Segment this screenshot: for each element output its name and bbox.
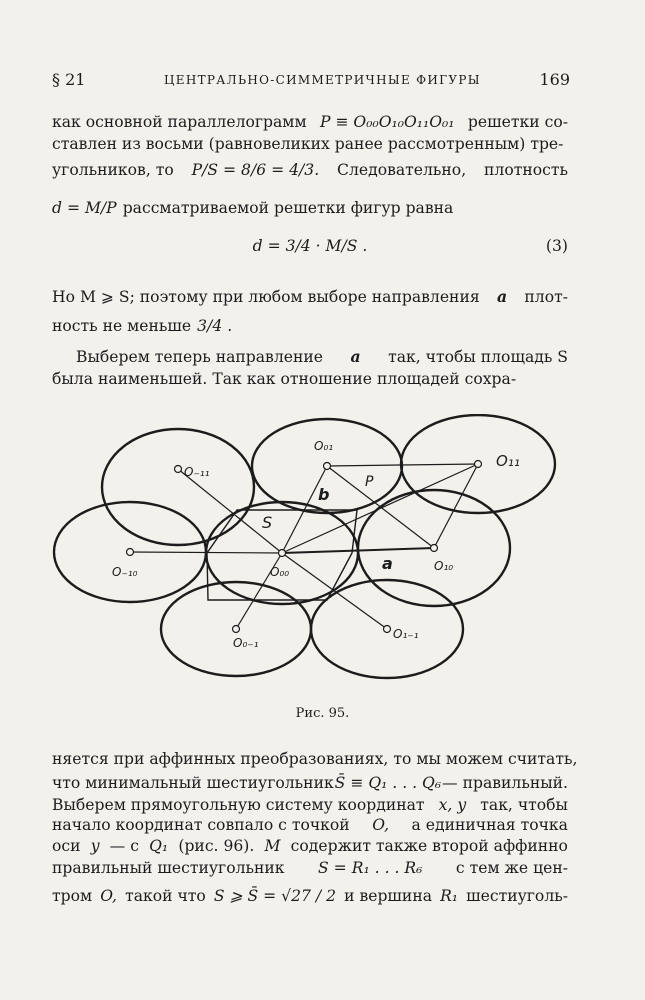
text-segment: с тем же цен- — [455, 859, 568, 877]
math-display: d = 3/4 · M/S . — [252, 237, 368, 255]
section-number: § 21 — [52, 70, 86, 89]
point-o01 — [324, 463, 331, 470]
text-segment: так, чтобы — [480, 796, 568, 814]
segment — [327, 466, 434, 548]
math-inline: y — [90, 837, 100, 855]
point-o00 — [279, 550, 286, 557]
text-segment: была наименьшей. Так как отношение площадей сохра- — [52, 370, 517, 388]
math-inline: O, — [372, 816, 390, 834]
text-segment: ставлен из восьми (равновеликих ранее рассмотренным) тре- — [52, 135, 564, 153]
text-segment: Но M ⩾ S; поэтому при любом выборе направления — [52, 288, 480, 306]
math-density-def: d = M/P — [52, 199, 117, 217]
label-o00: O₀₀ — [270, 565, 290, 579]
text-segment: такой что — [125, 887, 206, 905]
text-segment: плотность — [484, 161, 568, 179]
text-segment: оси — [52, 837, 81, 855]
label-vector-a: a — [382, 554, 393, 573]
segment — [178, 469, 282, 553]
text-segment: шестиуголь- — [466, 887, 568, 905]
text-line — [52, 773, 568, 793]
text-line — [52, 815, 568, 835]
text-line — [52, 795, 568, 815]
text-segment: что минимальный шестиугольник — [52, 774, 334, 792]
page-number: 169 — [539, 70, 570, 89]
point-o11 — [475, 461, 482, 468]
running-title: ЦЕНТРАЛЬНО-СИММЕТРИЧНЫЕ ФИГУРЫ — [164, 73, 481, 87]
label-o0-1: O₀₋₁ — [233, 636, 259, 650]
running-header — [52, 70, 570, 92]
math-inline: R₁ — [440, 887, 459, 905]
text-line — [52, 112, 568, 132]
text-segment: Выберем теперь направление — [76, 348, 323, 366]
point-o-11 — [175, 466, 182, 473]
label-o-11: O₋₁₁ — [184, 465, 210, 479]
figure-caption: Рис. 95. — [295, 706, 350, 721]
text-segment: начало координат совпало с точкой — [52, 816, 350, 834]
ellipse-o-11 — [102, 429, 254, 545]
display-equation — [52, 236, 568, 256]
vector-a: a — [496, 287, 508, 306]
label-o10: O₁₀ — [434, 559, 454, 573]
text-segment: а единичная точка — [411, 816, 568, 834]
point-o1-1 — [384, 626, 391, 633]
text-line — [52, 198, 568, 218]
math-inline: S̄ ≡ Q₁ . . . Q₆ — [334, 774, 442, 792]
text-line — [52, 858, 568, 878]
text-segment: рассматриваемой решетки фигур равна — [122, 199, 454, 217]
text-line — [52, 369, 568, 389]
label-o01: O₀₁ — [314, 439, 334, 453]
label-o1-1: O₁₋₁ — [393, 627, 419, 641]
text-segment: Выберем прямоугольную систему координат — [52, 796, 425, 814]
text-segment: Следовательно, — [337, 161, 467, 179]
math-sqrt-expr: S ⩾ S̄ = √27 / 2 — [213, 887, 337, 905]
math-inline: P ≡ O₀₀O₁₀O₁₁O₀₁ — [319, 113, 455, 131]
text-segment: угольников, то — [52, 161, 174, 179]
segment — [282, 553, 387, 629]
math-inline: O, — [100, 887, 118, 905]
label-area-s: S — [262, 513, 273, 532]
lattice-figure — [52, 414, 582, 694]
text-segment: тром — [52, 887, 93, 905]
label-area-p: P — [365, 474, 374, 490]
equation-number: (3) — [545, 237, 568, 255]
text-segment: так, чтобы площадь S — [388, 348, 568, 366]
point-o10 — [431, 545, 438, 552]
label-vector-b: b — [318, 485, 330, 504]
text-segment: содержит также второй аффинно — [290, 837, 568, 855]
text-segment: — с — [109, 837, 139, 855]
text-line — [52, 886, 568, 906]
text-segment: решетки со- — [467, 113, 568, 131]
label-o-10: O₋₁₀ — [112, 565, 138, 579]
text-segment: (рис. 96). — [178, 837, 255, 855]
label-o11: O₁₁ — [496, 452, 520, 470]
text-line — [52, 134, 568, 154]
segment — [130, 552, 282, 553]
math-fraction: 3/4 . — [197, 317, 233, 335]
text-segment: няется при аффинных преобразованиях, то мы можем считать, — [52, 750, 578, 768]
text-segment: плот- — [524, 288, 568, 306]
math-inline: x, y — [438, 796, 467, 814]
text-segment: как основной параллелограмм — [52, 113, 307, 131]
math-inline: S = R₁ . . . R₆ — [318, 859, 423, 877]
point-o-10 — [127, 549, 134, 556]
text-line — [52, 749, 578, 769]
text-line — [52, 316, 568, 336]
point-o0-1 — [233, 626, 240, 633]
math-inline: Q₁ — [149, 837, 169, 855]
text-line — [52, 287, 568, 307]
text-segment: правильный шестиугольник — [52, 859, 285, 877]
text-segment: и вершина — [344, 887, 433, 905]
math-fraction-expr: P/S = 8/6 = 4/3. — [191, 161, 320, 179]
text-line — [52, 160, 568, 180]
text-segment: ность не меньше — [52, 317, 192, 335]
math-inline: M — [264, 837, 281, 855]
text-line — [76, 347, 568, 367]
vector-a: a — [350, 347, 361, 366]
text-line — [52, 836, 568, 856]
text-segment: — правильный. — [442, 774, 568, 792]
